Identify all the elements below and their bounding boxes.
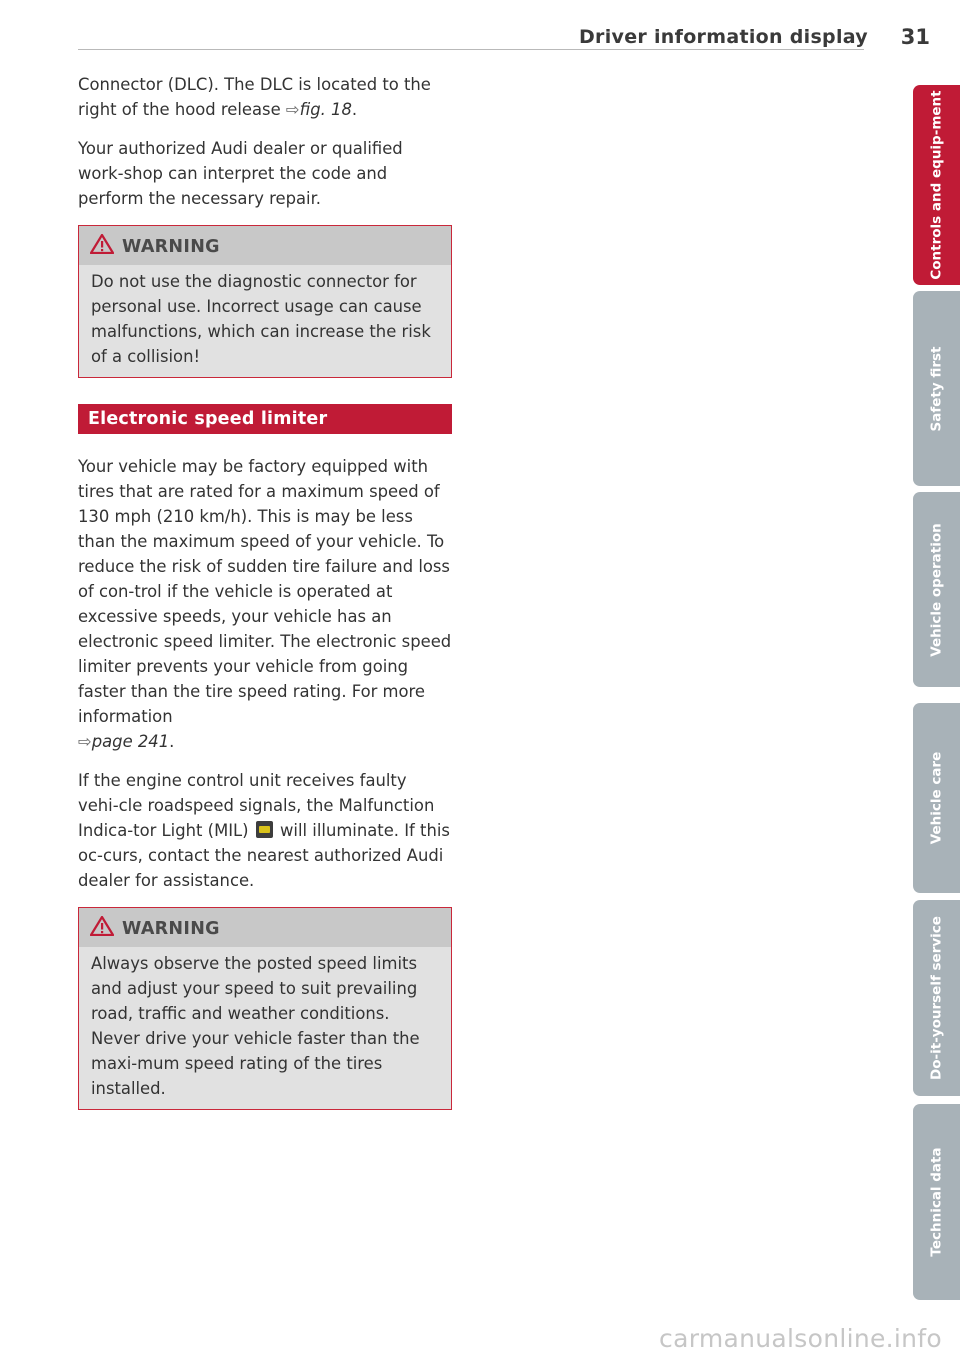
tab-technical-data[interactable] (913, 1104, 960, 1300)
warning-title: WARNING (122, 918, 220, 939)
warning-header (79, 226, 451, 265)
header-divider (78, 49, 864, 50)
page-reference-link[interactable]: page 241 (91, 732, 170, 751)
page-number: 31 (900, 25, 930, 49)
warning-triangle-icon (90, 234, 114, 259)
warning-text: Do not use the diagnostic connector for personal use. Incorrect usage can cause malfunctions, which can increase the risk of a collision! (79, 265, 451, 377)
tab-label: Controls and equip-ment (928, 90, 944, 280)
tab-label: Vehicle operation (928, 522, 944, 657)
intro-paragraph: Connector (DLC). The DLC is located to the right of the hood release ⇨fig. 18. (78, 75, 431, 119)
tab-label: Vehicle care (928, 751, 944, 845)
arrow-right-icon: ⇨ (285, 100, 300, 119)
tab-safety-first[interactable] (913, 291, 960, 486)
warning-header (79, 908, 451, 947)
section-heading: Electronic speed limiter (78, 404, 452, 434)
tab-vehicle-care[interactable] (913, 703, 960, 893)
watermark: carmanualsonline.info (659, 1324, 942, 1353)
tab-label: Do-it-yourself service (928, 916, 944, 1080)
running-header-title: Driver information display (578, 26, 868, 48)
figure-reference-link[interactable]: fig. 18 (299, 100, 352, 119)
speed-limiter-paragraph: Your vehicle may be factory equipped with tires that are rated for a maximum speed of 130 mph (210 km/h). This is may be less than the maximum speed of your vehicle. To reduce the risk of sudden tire failure and loss of con-trol if the vehicle is operated at excessive speeds, your vehicle has an electronic speed limiter. The electronic speed limiter prevents your vehicle from going faster than the tire speed rating. For more information ⇨page 241. (78, 457, 452, 751)
tab-controls-and-equipment[interactable] (913, 85, 960, 285)
warning-text: Always observe the posted speed limits and adjust your speed to suit prevailing road, traffic and weather conditions. Never drive your vehicle faster than the maxi-mum speed rating of the tires installed. (79, 947, 451, 1109)
warning-title: WARNING (122, 236, 220, 257)
dealer-paragraph: Your authorized Audi dealer or qualified work-shop can interpret the code and perform the necessary repair. (78, 139, 403, 208)
warning-triangle-icon (90, 916, 114, 941)
tab-label: Technical data (928, 1147, 944, 1257)
engine-check-icon (256, 821, 273, 838)
warning-box-speed (78, 907, 452, 1110)
tab-do-it-yourself-service[interactable] (913, 900, 960, 1096)
mil-paragraph: If the engine control unit receives faulty vehi-cle roadspeed signals, the Malfunction Indica-tor Light (MIL) will illuminate. If this oc-curs, contact the nearest authorized Audi dealer for assistance. (78, 771, 450, 890)
tab-label: Safety first (928, 346, 944, 431)
main-column (78, 72, 452, 1130)
tab-vehicle-operation[interactable] (913, 492, 960, 687)
warning-box-diagnostic (78, 225, 452, 378)
arrow-right-icon: ⇨ (78, 732, 92, 751)
